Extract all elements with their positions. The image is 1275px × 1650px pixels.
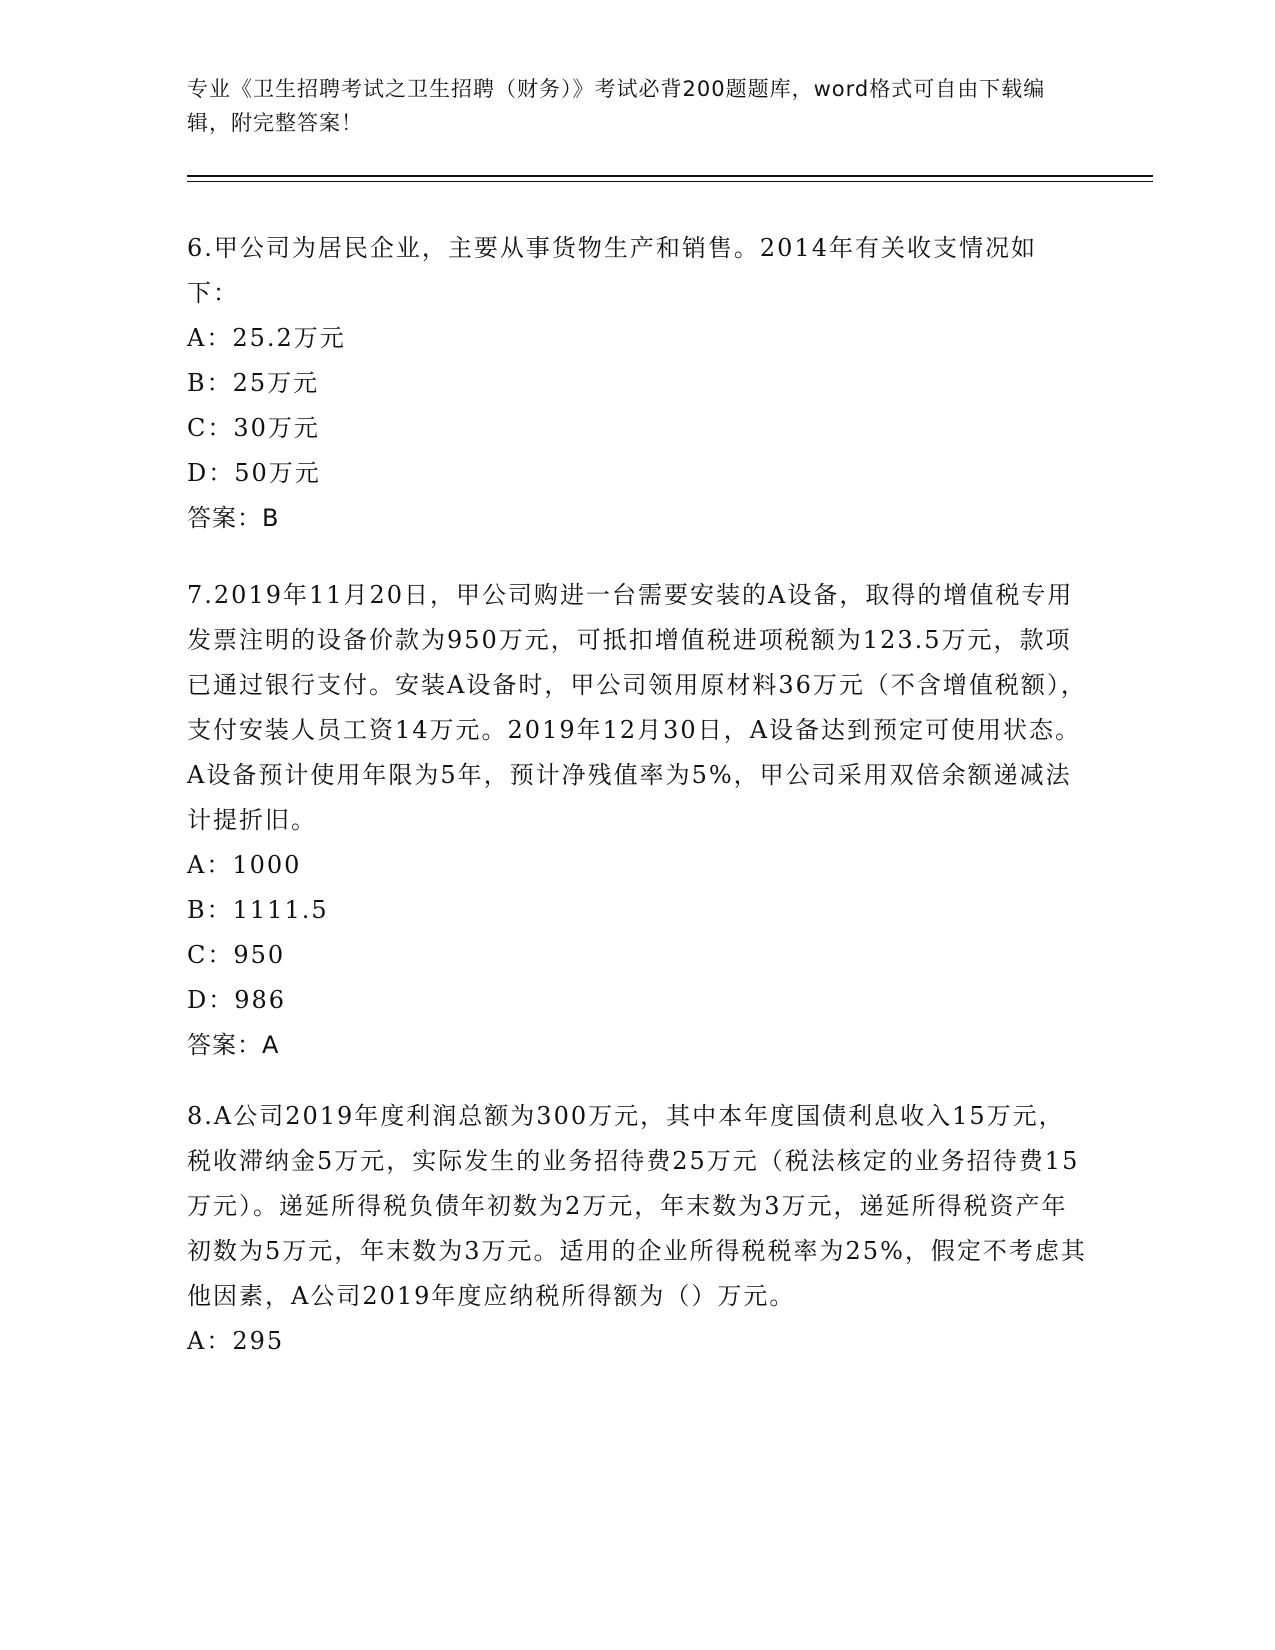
- document-header: [187, 72, 1087, 140]
- option-c: C：950: [187, 941, 286, 969]
- question-7: [187, 573, 1087, 1068]
- question-stem: 7.2019年11月20日，甲公司购进一台需要安装的A设备，取得的增值税专用发票注明的设备价款为950万元，可抵扣增值税进项税额为123.5万元，款项已通过银行支付。安装A设备时，甲公司领用原材料36万元（不含增值税额），支付安装人员工资14万元。2019年12月30日，A设备达到预定可使用状态。A设备预计使用年限为5年，预计净残值率为5%，甲公司采用双倍余额递减法计提折旧。: [187, 581, 1087, 834]
- question-6: [187, 226, 1087, 541]
- divider-thin: [187, 181, 1153, 182]
- answer-line: 答案：B: [187, 504, 280, 532]
- answer-line: 答案：A: [187, 1031, 280, 1059]
- header-title: 专业《卫生招聘考试之卫生招聘（财务）》考试必背200题题库，word格式可自由下载编辑，附完整答案！: [187, 77, 1046, 135]
- option-a: A：25.2万元: [187, 324, 346, 352]
- question-stem: 8.A公司2019年度利润总额为300万元，其中本年度国债利息收入15万元，税收滞纳金5万元，实际发生的业务招待费25万元（税法核定的业务招待费15万元）。递延所得税负债年初数为2万元，年末数为3万元，递延所得税资产年初数为5万元，年末数为3万元。适用的企业所得税税率为25%，假定不考虑其他因素，A公司2019年度应纳税所得额为（）万元。: [187, 1102, 1087, 1310]
- option-d: D：50万元: [187, 459, 321, 487]
- option-d: D：986: [187, 986, 287, 1014]
- option-b: B：1111.5: [187, 896, 329, 924]
- option-a: A：1000: [187, 851, 302, 879]
- option-b: B：25万元: [187, 369, 320, 397]
- question-stem: 6.甲公司为居民企业，主要从事货物生产和销售。2014年有关收支情况如下：: [187, 234, 1037, 307]
- header-divider: [187, 175, 1153, 182]
- divider-thick: [187, 175, 1153, 177]
- question-8: [187, 1094, 1087, 1364]
- option-a: A：295: [187, 1327, 285, 1355]
- option-c: C：30万元: [187, 414, 320, 442]
